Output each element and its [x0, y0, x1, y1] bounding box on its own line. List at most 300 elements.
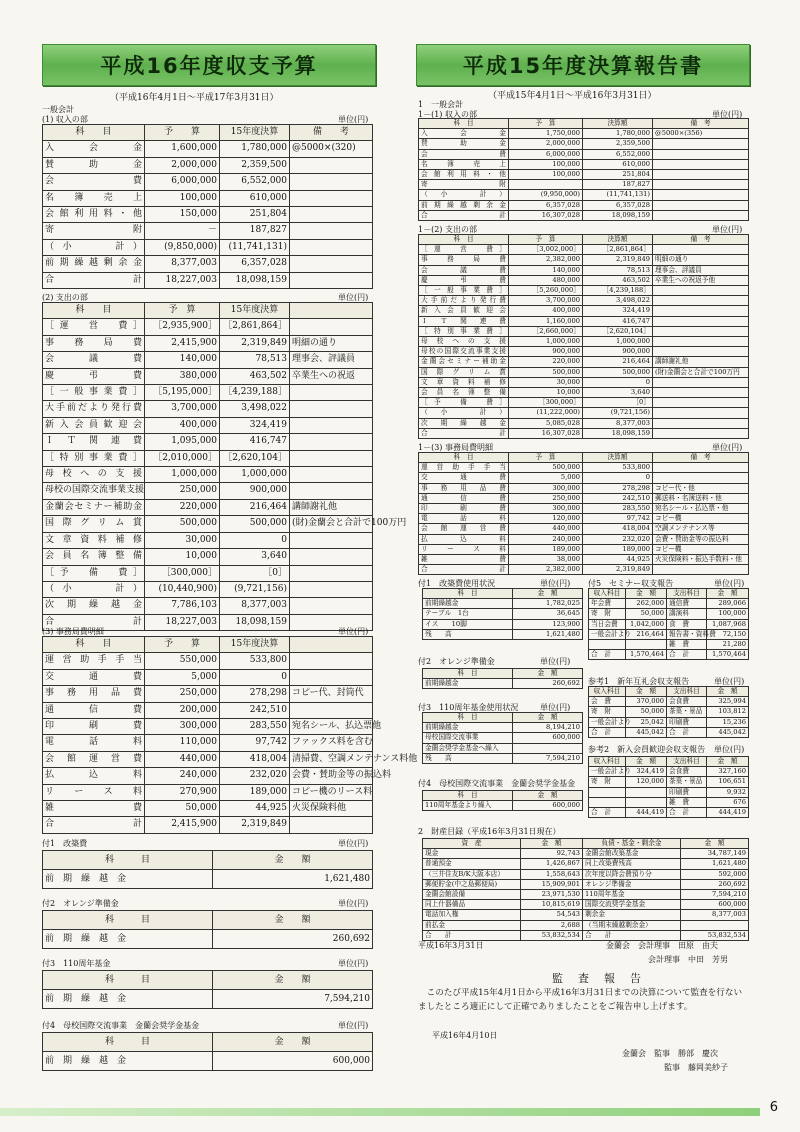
amount-cell: 25,042: [626, 717, 667, 727]
column-header: 科 目: [423, 791, 513, 801]
amount-cell: 1,426,867: [521, 859, 583, 869]
note-cell: [653, 306, 749, 316]
amount-cell: ［4,239,188］: [220, 385, 290, 401]
amount-cell: 278,298: [220, 686, 290, 702]
budget-office-table: [42, 636, 418, 834]
table-row: [43, 686, 373, 702]
row-label: 国際グリム賞: [419, 367, 509, 377]
amount-cell: 10,000: [509, 388, 583, 398]
row-label: 金蘭会セミナー補助金: [419, 357, 509, 367]
column-header: 支出科目: [667, 589, 707, 599]
amount-cell: (9,850,000): [145, 239, 220, 255]
f4-unit: 単位(円): [338, 1021, 369, 1030]
row-label: 事務用品費: [43, 686, 145, 702]
table-row: [419, 347, 749, 357]
row-label: 通 信 費: [419, 493, 509, 503]
table-row: [589, 619, 749, 629]
row-label: 一般会計より: [589, 717, 626, 727]
fb5-unit: 単位(円): [714, 579, 745, 588]
column-header: 金 額: [707, 589, 749, 599]
column-header: 科 目: [419, 119, 509, 129]
table-row: [43, 768, 373, 784]
auditor-sign-1: 金蘭会 監事 勝部 慶次: [622, 1049, 718, 1058]
f3-amount: 7,594,210: [213, 990, 373, 1009]
table-row: [419, 306, 749, 316]
amount-cell: 400,000: [145, 417, 220, 433]
amount-cell: 123,900: [513, 619, 583, 629]
audit-date: 平成16年4月10日: [432, 1031, 498, 1040]
page-number: 6: [769, 1100, 778, 1115]
amount-cell: 140,000: [145, 352, 220, 368]
row-label: 電話加入権: [423, 910, 521, 920]
row-label: 寄 附: [589, 777, 626, 787]
fa3-unit: 単位(円): [540, 703, 571, 712]
table-row: [43, 207, 373, 223]
row-label: 前期繰越金: [423, 679, 513, 689]
table-row: [43, 467, 373, 483]
amount-cell: 300,000: [145, 719, 220, 735]
column-header: 決算額: [583, 453, 653, 463]
row-label: 国際グリム賞: [43, 516, 145, 532]
amount-cell: 50,000: [626, 609, 667, 619]
amount-cell: 78,513: [220, 352, 290, 368]
fb6-heading: 参考1 新年互礼会収支報告: [588, 677, 690, 686]
amount-cell: 240,000: [145, 768, 220, 784]
row-label: 合 計: [589, 650, 626, 660]
column-header: 金 額: [513, 713, 583, 723]
row-label: 文章資料補修: [43, 532, 145, 548]
table-row: [419, 473, 749, 483]
row-label: 茶菓・景品: [667, 707, 707, 717]
amount-cell: 18,098,159: [220, 272, 290, 288]
amount-cell: 18,098,159: [583, 428, 653, 438]
row-label: 会館利用料・他: [419, 170, 509, 180]
table-row: [419, 367, 749, 377]
amount-cell: 324,419: [626, 767, 667, 777]
note-cell: 明細の通り: [653, 255, 749, 265]
row-label: 会 費: [419, 149, 509, 159]
row-label: 会 議 費: [419, 265, 509, 275]
amount-cell: 533,800: [220, 653, 290, 669]
amount-cell: 2,319,849: [583, 565, 653, 575]
table-row: [419, 129, 749, 139]
amount-cell: [681, 920, 749, 930]
table-row: [419, 418, 749, 428]
amount-cell: 1,782,025: [513, 599, 583, 609]
table-row: [43, 702, 373, 718]
row-label: 大手前だより発行費: [419, 296, 509, 306]
report-expense-table: [418, 234, 749, 439]
amount-cell: 283,550: [583, 504, 653, 514]
amount-cell: 8,377,003: [220, 598, 290, 614]
row-label: 交 通 費: [419, 473, 509, 483]
note-cell: [290, 174, 373, 190]
amount-cell: 216,464: [583, 357, 653, 367]
row-label: 印刷費: [667, 717, 707, 727]
note-cell: [290, 417, 373, 433]
auditor-sign-2: 監事 藤岡美紗子: [664, 1063, 728, 1072]
f2-col-amount: 金 額: [213, 911, 373, 930]
amount-cell: 100,000: [509, 170, 583, 180]
amount-cell: 1,570,464: [626, 650, 667, 660]
table-row: [43, 385, 373, 401]
table-row: [419, 210, 749, 220]
row-label: 合 計: [43, 614, 145, 630]
row-label: 110周年基金: [583, 890, 681, 900]
row-label: 雑 費: [43, 801, 145, 817]
amount-cell: 3,700,000: [509, 296, 583, 306]
amount-cell: [626, 797, 667, 807]
amount-cell: [509, 180, 583, 190]
note-cell: [653, 296, 749, 306]
amount-cell: ［2,010,000］: [145, 450, 220, 466]
column-header: 決算額: [583, 235, 653, 245]
amount-cell: 187,827: [583, 180, 653, 190]
table-row: [43, 653, 373, 669]
row-label: 国際交流奨学金基金: [583, 900, 681, 910]
table-row: [589, 777, 749, 787]
column-header: 支出科目: [667, 687, 707, 697]
amount-cell: 600,000: [513, 801, 583, 811]
column-header: 予 算: [145, 125, 220, 141]
amount-cell: 3,640: [220, 549, 290, 565]
audit-title: 監 査 報 告: [552, 972, 643, 985]
amount-cell: 300,000: [509, 483, 583, 493]
amount-cell: 216,464: [220, 499, 290, 515]
column-header: 科 目: [423, 589, 513, 599]
fb7-heading: 参考2 新入会員歓迎会収支報告: [588, 745, 706, 754]
row-label: イス 10脚: [423, 619, 513, 629]
amount-cell: 1,042,000: [626, 619, 667, 629]
table-row: [43, 256, 373, 272]
table-row: [419, 377, 749, 387]
table-row: [419, 463, 749, 473]
note-cell: コピー機: [653, 544, 749, 554]
note-cell: [290, 385, 373, 401]
fa2-unit: 単位(円): [540, 657, 571, 666]
table-row: [423, 723, 583, 733]
amount-cell: 676: [707, 797, 749, 807]
note-cell: 宛名シール・払込票・他: [653, 504, 749, 514]
report-office-table: [418, 452, 749, 575]
table-row: [43, 801, 373, 817]
amount-cell: 325,994: [707, 697, 749, 707]
table-row: [423, 879, 749, 889]
table-row: [43, 368, 373, 384]
row-label: [589, 787, 626, 797]
table-row: [43, 223, 373, 239]
column-header: 決算額: [583, 119, 653, 129]
row-label: 報告書・資料費: [667, 629, 707, 639]
row-label: 通 信 費: [43, 702, 145, 718]
amount-cell: 78,513: [583, 265, 653, 275]
amount-cell: (11,741,131): [583, 190, 653, 200]
note-cell: [290, 272, 373, 288]
amount-cell: 416,747: [583, 316, 653, 326]
note-cell: [653, 210, 749, 220]
f1-col-amount: 金 額: [213, 851, 373, 870]
row-label: 前期繰越金: [423, 599, 513, 609]
amount-cell: ［2,935,900］: [145, 319, 220, 335]
amount-cell: 50,000: [145, 801, 220, 817]
note-cell: [653, 286, 749, 296]
f2-col-item: 科 目: [43, 911, 213, 930]
amount-cell: 3,498,022: [583, 296, 653, 306]
amount-cell: 444,419: [707, 808, 749, 818]
budget-expense-unit: 単位(円): [338, 293, 369, 302]
header-row: [423, 713, 583, 723]
column-header: 予 算: [509, 235, 583, 245]
note-cell: [653, 316, 749, 326]
row-label: オレンジ準備金: [583, 879, 681, 889]
amount-cell: [626, 787, 667, 797]
header-row: [43, 125, 373, 141]
row-label: （小 計）: [419, 190, 509, 200]
column-header: 備 考: [290, 125, 373, 141]
row-label: 電 話 料: [419, 514, 509, 524]
table-row: [43, 735, 373, 751]
row-label: 払 込 料: [43, 768, 145, 784]
amount-cell: 54,543: [521, 910, 583, 920]
row-label: 雑 費: [667, 797, 707, 807]
row-label: 110周年基金より繰入: [423, 801, 513, 811]
amount-cell: 289,066: [707, 599, 749, 609]
table-row: [423, 859, 749, 869]
table-row: [423, 900, 749, 910]
table-row: [423, 801, 583, 811]
f4-heading: 付4 母校国際交流事業 金蘭会奨学金基金: [42, 1021, 200, 1030]
note-cell: 火災保険料・振込手数料・他: [653, 555, 749, 565]
amount-cell: 200,000: [145, 702, 220, 718]
column-header: 金 額: [626, 757, 667, 767]
amount-cell: 260,692: [513, 679, 583, 689]
note-cell: [290, 223, 373, 239]
budget-income-heading: (1) 収入の部: [42, 115, 88, 124]
row-label: 入 会 金: [419, 129, 509, 139]
amount-cell: ［4,239,188］: [583, 286, 653, 296]
fb7-table: [588, 756, 749, 818]
table-row: [423, 910, 749, 920]
note-cell: [290, 450, 373, 466]
column-header: 負債・基金・剰余金: [583, 839, 681, 849]
budget-office-heading: (3) 事務局費明細: [42, 627, 104, 636]
table-row: [589, 767, 749, 777]
row-label: リ ー ス 料: [419, 544, 509, 554]
table-row: [419, 493, 749, 503]
amount-cell: 23,971,530: [521, 890, 583, 900]
amount-cell: 300,000: [509, 504, 583, 514]
header-row: [43, 303, 373, 319]
note-cell: [290, 256, 373, 272]
f1-heading: 付1 改築費: [42, 839, 88, 848]
column-header: 金 額: [513, 669, 583, 679]
note-cell: ファックス料を含む: [290, 735, 373, 751]
report-general-label: 1 一般会計: [418, 100, 464, 109]
row-label: 会食費: [667, 767, 707, 777]
table-row: [419, 180, 749, 190]
amount-cell: 103,812: [707, 707, 749, 717]
amount-cell: 500,000: [145, 516, 220, 532]
row-label: 合 計: [43, 817, 145, 833]
row-label: ［特別事業費］: [419, 326, 509, 336]
row-label: 払 込 料: [419, 534, 509, 544]
note-cell: 火災保険料他: [290, 801, 373, 817]
amount-cell: 1,558,643: [521, 869, 583, 879]
f1-amount: 1,621,480: [213, 870, 373, 889]
table-row: [419, 534, 749, 544]
amount-cell: 10,000: [145, 549, 220, 565]
amount-cell: 18,227,003: [145, 614, 220, 630]
amount-cell: 106,651: [707, 777, 749, 787]
table-row: [419, 149, 749, 159]
amount-cell: 187,827: [220, 223, 290, 239]
amount-cell: 5,085,028: [509, 418, 583, 428]
table-row: [43, 581, 373, 597]
amount-cell: ［2,620,104］: [220, 450, 290, 466]
f2-amount: 260,692: [213, 930, 373, 949]
table-row: [419, 408, 749, 418]
amount-cell: 0: [220, 669, 290, 685]
column-header: [290, 303, 373, 319]
note-cell: [290, 669, 373, 685]
table-row: [419, 159, 749, 169]
amount-cell: 5,000: [145, 669, 220, 685]
note-cell: [653, 159, 749, 169]
table-row: [419, 326, 749, 336]
amount-cell: 6,000,000: [509, 149, 583, 159]
amount-cell: 500,000: [220, 516, 290, 532]
amount-cell: 36,645: [513, 609, 583, 619]
note-cell: 空調メンテナンス等: [653, 524, 749, 534]
amount-cell: 251,804: [220, 207, 290, 223]
column-header: 金 額: [521, 839, 583, 849]
row-label: 金蘭会セミナー補助金: [43, 499, 145, 515]
amount-cell: 592,000: [681, 869, 749, 879]
f4-item: 前 期 繰 越 金: [43, 1052, 213, 1071]
header-row: [43, 637, 373, 653]
amount-cell: 610,000: [220, 190, 290, 206]
amount-cell: 1,160,000: [509, 316, 583, 326]
row-label: 会員名簿整備: [419, 388, 509, 398]
table-row: [589, 787, 749, 797]
row-label: 合 計: [43, 272, 145, 288]
note-cell: [653, 565, 749, 575]
column-header: 支出科目: [667, 757, 707, 767]
table-row: [419, 544, 749, 554]
fa4-heading: 付4 母校国際交流事業 金蘭会奨学金基金: [418, 779, 576, 788]
row-label: ［運 営 費］: [419, 245, 509, 255]
note-cell: [653, 326, 749, 336]
column-header: 収入科目: [589, 757, 626, 767]
amount-cell: 100,000: [707, 609, 749, 619]
row-label: 印 刷 費: [419, 504, 509, 514]
amount-cell: 220,000: [145, 499, 220, 515]
row-label: 雑 費: [667, 640, 707, 650]
amount-cell: 242,510: [583, 493, 653, 503]
row-label: 運営助手手当: [419, 463, 509, 473]
note-cell: [653, 377, 749, 387]
note-cell: [290, 702, 373, 718]
column-header: 科 目: [43, 637, 145, 653]
table-row: [589, 609, 749, 619]
note-cell: [290, 207, 373, 223]
row-label: 合 計: [583, 930, 681, 940]
column-header: 金 額: [707, 687, 749, 697]
amount-cell: 2,688: [521, 920, 583, 930]
row-label: ［特別事業費］: [43, 450, 145, 466]
note-cell: [653, 149, 749, 159]
amount-cell: 444,419: [626, 808, 667, 818]
amount-cell: 250,000: [509, 493, 583, 503]
row-label: 新入会員歓迎会: [419, 306, 509, 316]
row-label: 合 計: [419, 565, 509, 575]
amount-cell: 2,359,500: [583, 139, 653, 149]
note-cell: [290, 483, 373, 499]
amount-cell: (9,721,156): [220, 581, 290, 597]
amount-cell: 92,743: [521, 849, 583, 859]
table-row: [423, 920, 749, 930]
table-row: [423, 890, 749, 900]
table-row: [419, 170, 749, 180]
column-header: 科 目: [423, 669, 513, 679]
amount-cell: 416,747: [220, 434, 290, 450]
column-header: 科 目: [419, 453, 509, 463]
table-row: [419, 316, 749, 326]
amount-cell: 0: [583, 473, 653, 483]
amount-cell: 34,787,149: [681, 849, 749, 859]
f3-col-amount: 金 額: [213, 971, 373, 990]
row-label: 合 計: [423, 930, 521, 940]
amount-cell: 8,377,003: [145, 256, 220, 272]
row-label: 慶 弔 費: [419, 275, 509, 285]
amount-cell: 100,000: [145, 190, 220, 206]
row-label: 食 費: [667, 619, 707, 629]
row-label: 次年度以降会費預り分: [583, 869, 681, 879]
budget-expense-table: [42, 302, 407, 631]
note-cell: コピー機: [653, 514, 749, 524]
amount-cell: 327,160: [707, 767, 749, 777]
row-label: 会 費: [589, 697, 626, 707]
row-label: 一般会計より: [589, 629, 626, 639]
table-row: [43, 532, 373, 548]
row-label: 文章資料補修: [419, 377, 509, 387]
amount-cell: 3,700,000: [145, 401, 220, 417]
amount-cell: 278,298: [583, 483, 653, 493]
row-label: 会館利用料・他: [43, 207, 145, 223]
row-label: 現金: [423, 849, 521, 859]
note-cell: [290, 467, 373, 483]
table-row: [589, 707, 749, 717]
amount-cell: 2,359,500: [220, 157, 290, 173]
table-row: [419, 265, 749, 275]
amount-cell: 2,319,849: [220, 335, 290, 351]
row-label: 新入会員歓迎会: [43, 417, 145, 433]
amount-cell: 140,000: [509, 265, 583, 275]
row-label: 母校の国際交流事業支援: [43, 483, 145, 499]
amount-cell: (10,440,900): [145, 581, 220, 597]
table-row: [423, 869, 749, 879]
header-row: [419, 453, 749, 463]
row-label: 会食費: [667, 697, 707, 707]
row-label: 一般会計より: [589, 767, 626, 777]
amount-cell: 2,415,900: [145, 817, 220, 833]
row-label: （三井住友B/K大阪本店）: [423, 869, 521, 879]
row-label: 普通預金: [423, 859, 521, 869]
table-row: [43, 434, 373, 450]
amount-cell: 370,000: [626, 697, 667, 707]
footer-bar: [0, 1108, 760, 1116]
table-row: [419, 245, 749, 255]
